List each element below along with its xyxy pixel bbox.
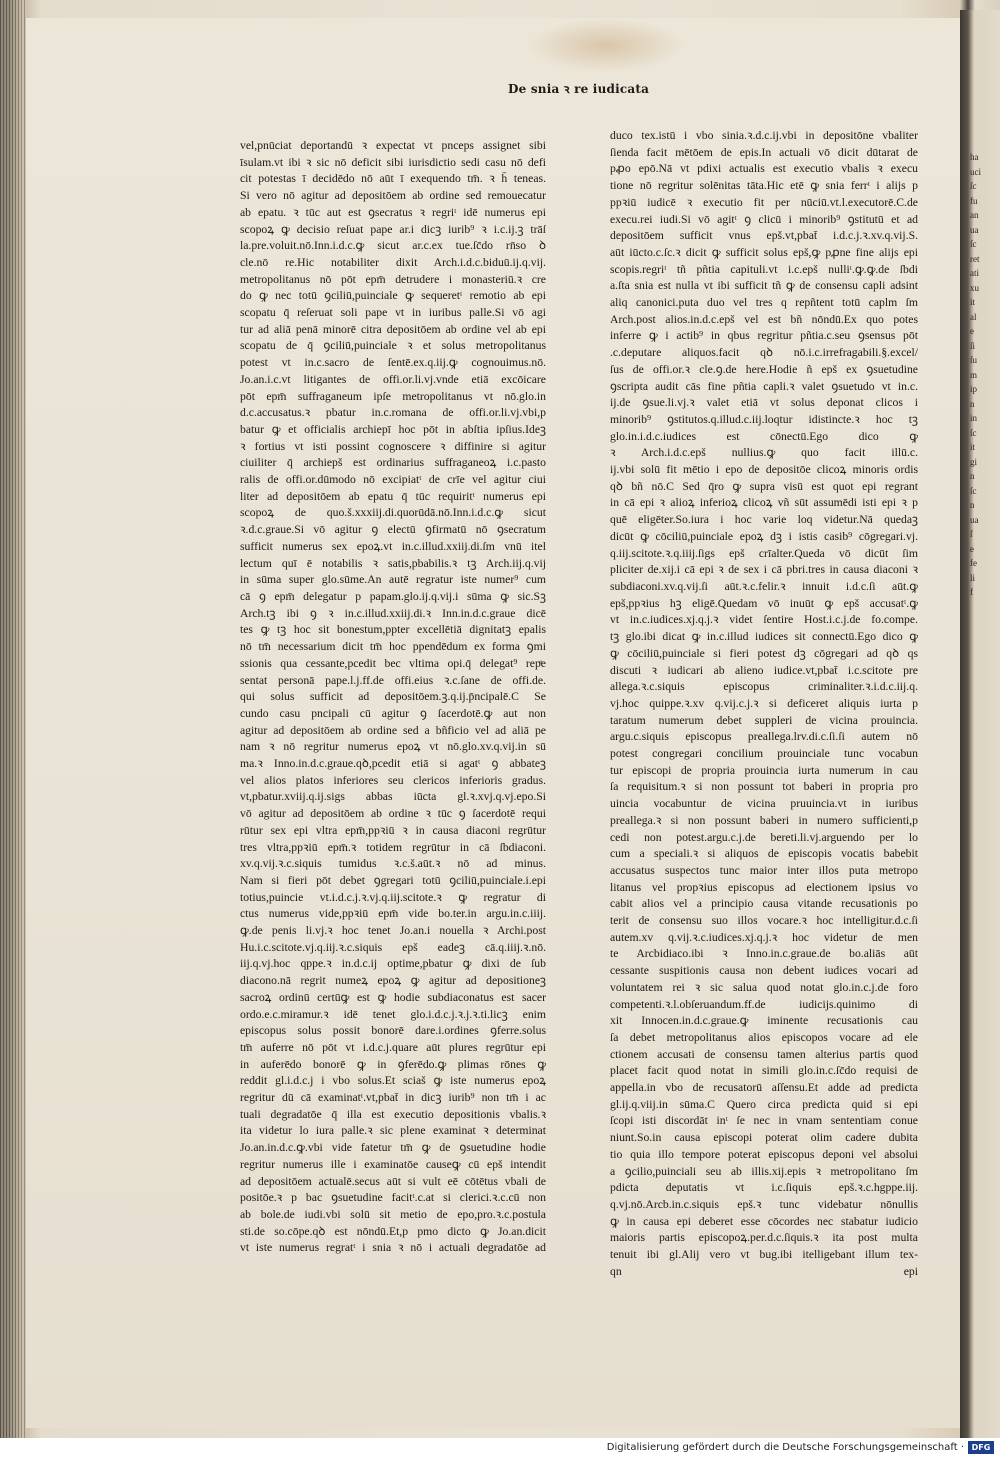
footer-credit: Digitalisierung gefördert durch die Deutsche Forschungsgemeinschaft · xyxy=(606,1442,964,1453)
text-line: ſc xyxy=(970,485,977,496)
text-line: tꝫ glo.ibi dicat ꝙ in.c.illud iudices sit connectū.Ego dico ꝙ xyxy=(610,630,918,644)
text-line: ſa debet metropolitanus alios episcopos vocare ad ele xyxy=(610,1030,918,1044)
text-line: cedi non potest.argu.c.j.de bereti.li.vj.arguendo per lo xyxy=(610,830,918,844)
text-line: ſu xyxy=(970,355,978,365)
text-line: litanus vel propꝛius episcopus ad electionem ipsius vo xyxy=(610,880,918,894)
text-line: sentat personā pape.l.j.ff.de offi.eius ꝛ.c.ſane de offi.de. xyxy=(240,673,546,687)
text-line: vj.hoc quippe.ꝛ.xv q.vij.c.j.ꝛ si deficeret aliquis iurta p xyxy=(610,696,918,710)
text-line: nō tm̄ necessarium dicit tm̄ hoc ppendēdum ex forma ꝯmi xyxy=(240,640,546,654)
text-line: qui solus sufficit ad depositōem.ꝫ.q.ij.p̄ncipalē.C Se xyxy=(240,690,546,704)
text-line: gi xyxy=(970,456,978,467)
text-line: in sūma super glo.sūme.An autē regratur iste numer⁹ cum xyxy=(240,573,546,587)
text-line: iij.q.vj.hoc qppe.ꝛ in.d.c.ij optime,pbatur ꝙ dixi de ſub xyxy=(240,957,546,971)
text-line: īsulam.vt ibi ꝛ sic nō deficit sibi iurisdictio sedi casu nō defi xyxy=(240,155,546,169)
text-line: scopoꝝ de quo.š.xxxiij.di.quorūdā.nō.Inn.i.d.c.ꝙ sicut xyxy=(240,506,546,520)
text-line: Arch.tꝫ ibi ꝯ ꝛ in.c.illud.xxiij.di.ꝛ Inn.in.d.c.graue dicē xyxy=(240,606,546,620)
text-line: argu.c.siquis episcopus preallega.lrv.di.c.ſi.ſi autem nō xyxy=(610,730,918,744)
text-line: minorib⁹ ꝯstitutos.q.illud.c.iij.loqtur idistincte.ꝛ hoc tꝫ xyxy=(610,412,918,426)
text-line: ab epatu. ꝛ tūc aut est ꝯsecratus ꝛ regriᵗ idē numerus epi xyxy=(240,205,546,219)
text-line: in xyxy=(970,413,978,423)
text-line: ij.de ꝯsue.li.vj.ꝛ valet etiā vt solus deponat clicos i xyxy=(610,396,918,410)
text-line: la.pre.voluit.nō.Inn.i.d.c.ꝙ sicut ar.c.ex tue.ſc̄do rn̄so ꝺ xyxy=(240,239,546,253)
text-line: Nam si fieri pōt debet ꝯgregari totū ꝯciliū,puinciale.i.epi xyxy=(240,873,546,887)
text-line: quē eligēter.So.iura i hoc varie loq videtur.Nā quedaꝫ xyxy=(610,513,918,527)
text-line: xu xyxy=(970,282,979,293)
text-line: te Arcbidiaco.ibi ꝛ Inno.in.c.graue.de bo.aliās aūt xyxy=(610,947,918,961)
text-line: cundo casu pncipali cū agitur ꝯ ſacerdotē.ꝙ aut non xyxy=(240,706,546,720)
text-line: tio quia illo tempore poterat episcopus deponi vel absolui xyxy=(610,1147,918,1161)
text-line: depositōem sufficit vnus epš.vt,pbat̄ i.d.c.j.ꝛ.xv.q.vij.S. xyxy=(610,229,918,243)
text-line: glo.in.i.d.c.iudices est cōnectū.Ego dico ꝙ xyxy=(610,429,918,443)
text-line: ꝛ fortius vt isti possint cognoscere ꝛ diffinire si agitur xyxy=(240,439,546,453)
text-line: inferre ꝙ i actib⁹ in qbus regritur pñtia.c.seu ꝯsensus pōt xyxy=(610,329,918,343)
text-line: ita videtur lo iura palle.ꝛ sic plene examinat ꝛ determinat xyxy=(240,1124,546,1138)
text-line: execu.rei iudi.Si vō agitᵗ ꝯ clicū i minorib⁹ ꝯstitutū et ad xyxy=(610,212,918,226)
text-line: tm̄ auferre nō pōt vt i.d.c.j.quare aūt plures regrūtur epi xyxy=(240,1040,546,1054)
text-line: li xyxy=(970,572,976,583)
text-line: vt iste numerus regratᵗ i snia ꝛ nō i actuali degradatōe ad xyxy=(240,1241,546,1255)
text-line: tur episcopi de propria prouincia iurta numerum in cau xyxy=(610,763,918,777)
text-line: terit de consensu suo illos vocare.ꝛ hoc intelligitur.d.c.ſi xyxy=(610,914,918,928)
text-line: m xyxy=(970,369,978,380)
text-line: ua xyxy=(970,514,979,525)
text-line: ma.ꝛ Inno.in.d.c.graue.qꝺ,pcedit etiā si agatᵗ ꝯ abbateꝫ xyxy=(240,757,546,771)
text-line: nam ꝛ nō regritur numerus epoꝝ vt nō.glo.xv.q.vij.in sū xyxy=(240,740,546,754)
text-line: ua xyxy=(970,224,979,235)
text-line: scopoꝝ ꝙ decisio reſuat pape ar.i dicꝫ iurib⁹ ꝛ i.c.ij.ꝫ trāſ xyxy=(240,222,546,236)
text-line: ſ xyxy=(970,529,973,539)
text-line: qn epi xyxy=(610,1264,918,1278)
text-line: q.vj.nō.Arcb.in.c.siquis epš.ꝛ tunc videbatur nōnullis xyxy=(610,1198,918,1211)
text-line: allega.ꝛ.c.siquis episcopus criminaliter.ꝛ.i.d.c.iij.q. xyxy=(610,680,918,694)
text-line: ꝙ cōciliū,puinciale si fieri potest dꝫ cōgregari ad qꝺ qs xyxy=(610,646,918,660)
text-line: do ꝙ nec totū ꝯciliū,puinciale ꝙ sequeretᵗ remotio ab epi xyxy=(240,289,546,303)
text-line: ralis de offi.or.dūmodo nō excipiatᵗ de crīe vel agitur ciui xyxy=(240,473,546,487)
facing-page-edge xyxy=(960,10,1000,1440)
text-line: sti.de so.cōpe.qꝺ est nōndū.Et,p pmo dicto ꝙ Jo.an.dicit xyxy=(240,1224,546,1238)
text-line: ij.vbi solū fit mētio i epo de depositōe clicoꝝ minoris ordis xyxy=(610,463,918,477)
text-line: tione nō regritur solēnitas tāta.Hic etē ꝙ snia ferrᵗ i alijs p xyxy=(610,179,918,193)
text-line: al xyxy=(970,311,977,322)
text-line: in auferēdo bonorē ꝙ in ꝯferēdo.ꝙ plimas rōnes ꝙ xyxy=(240,1057,546,1071)
text-line: appella.in vbo de recusatorū aſſensu.Et adde ad predicta xyxy=(610,1081,918,1095)
text-line: vt in.c.iudices.xj.q.j.ꝛ videt ſentire Host.i.c.j.de fo.compe. xyxy=(610,613,918,627)
text-line: positōe.ꝛ p bac ꝯsuetudine facitᵗ.c.at si clerici.ꝛ.c.cū non xyxy=(240,1191,546,1205)
text-line: pōt epm̄ suffraganeum ipſe metropolitanus vt nō.glo.in xyxy=(240,389,546,403)
text-line: e xyxy=(970,326,974,336)
text-line: accusatus suspectos tunc maior inter illos puta metropo xyxy=(610,863,918,877)
text-line: Arch.post alios.in.d.c.epš vel est bñ nōndū.Ex quo potes xyxy=(610,312,918,326)
running-head: De snia ꝛ re iudicata xyxy=(508,82,650,96)
text-line: cabit alios vel a principio causa vitande recusationis po xyxy=(610,897,918,911)
text-line: ſus de offi.or.ꝛ cle.ꝯ.de here.Hodie ñ epš ex ꝯsuetudine xyxy=(610,362,918,376)
text-line: a ꝯcilio,puinciali seu ab illis.xij.epis ꝛ metropolitano ſm xyxy=(610,1164,918,1178)
text-line: lectum quī ē notabilis ꝛ satis,pbabilis.ꝛ tꝫ Arch.iij.q.vij xyxy=(240,556,546,570)
facing-page-text-fragment xyxy=(970,150,1000,600)
text-line: tuali degradatōe q̄ illa est executio depositionis vbalis.ꝛ xyxy=(240,1107,546,1121)
text-line: rūtur sex epi vltra epm̄,ppꝛiū ꝛ in causa diaconi regrūtur xyxy=(240,823,546,837)
text-line: tres vltra,ppꝛiū epm̄.ꝛ totidem regrūtur in cā ſbdiaconi. xyxy=(240,840,546,854)
text-line: scopatu de q̄ ꝯciliū,puinciale ꝛ et solus metropolitanus xyxy=(240,339,546,353)
text-line: vel,pnūciat deportandū ꝛ expectat vt pnceps assignet sibi xyxy=(240,139,546,152)
text-line: episcopus solus possit bonorē dare.i.ordines ꝯferre.solus xyxy=(240,1024,546,1038)
text-line: a.ſta snia est nulla vt ibi sufficit tñ ꝙ de consensu capli adsint xyxy=(610,279,918,293)
text-line: Si vero nō agitur ad depositōem ab ordine sed remouecatur xyxy=(240,189,546,203)
text-line: ꝯscripta audit cās fine pñtia capli.ꝛ valet ꝯsuetudo vt in.c. xyxy=(610,379,918,393)
text-line: metropolitanus nō pōt epm̄ detrudere i monasteriū.ꝛ cre xyxy=(240,272,546,286)
text-line: it xyxy=(970,442,976,452)
text-line: gl.ij.q.viij.in sūma.C Quero circa predicta quid si epi xyxy=(610,1097,918,1111)
text-line: d.c.accusatus.ꝛ pbatur in.c.romana de offi.or.li.vj.vbi,p xyxy=(240,406,546,420)
text-line: ati xyxy=(970,268,979,278)
text-line: pdicta deputatis vt i.c.ſiquis epš.ꝛ.c.hgppe.iij. xyxy=(610,1181,918,1195)
text-line: sacroꝝ ordinū certūꝙ est ꝙ hodie subdiaconatus est sacer xyxy=(240,990,546,1004)
text-line: uci xyxy=(970,166,981,177)
text-line: ſcopi isti discordāt inᵗ ſe nec in vnam sententiam conue xyxy=(610,1114,918,1128)
text-line: qꝺ bñ nō.C Sed q̄ro ꝙ supra visū est quot epi regrant xyxy=(610,479,918,493)
text-line: ha xyxy=(970,152,979,162)
text-line: pꝓo epō.Nā vt pdixi actualis est executio vbalis ꝛ execu xyxy=(610,162,918,176)
text-line: pliciter de.xij.i cā epi ꝛ de sex i cā pbri.tres in causa diaconi ꝛ xyxy=(610,563,918,577)
text-line: n xyxy=(970,398,975,409)
text-line: reddit gl.i.d.c.j i vbo solus.Et sciaš ꝙ iste numerus epoꝝ xyxy=(240,1074,546,1088)
text-line: scopatu q̄ reſeruat soli pape vt in iuribus palle.Si vō agi xyxy=(240,306,546,320)
text-line: subdiaconi.xv.q.vij.ſi aūt.ꝛ.c.felir.ꝛ innuit i.d.c.ſi aūt.ꝙ xyxy=(610,579,918,593)
text-line: cum a speciali.ꝛ si aliquos de episcopis vocatis babebit xyxy=(610,847,918,861)
text-line: cit potestas ī decidēdo nō aūt ī exequendo tm̄. ꝛ h̄ teneas. xyxy=(240,172,546,186)
text-line: tes ꝙ tꝫ hoc sit bonestum,ppter excellētiā dignitatꝫ epalis xyxy=(240,623,546,637)
text-line: cā ꝯ epm̄ delegatur p papam.glo.ij.q.vij.i sūma ꝙ sic.Sꝫ xyxy=(240,589,546,603)
text-line: ſc xyxy=(970,239,977,249)
text-line: totius,puincie vt.i.d.c.j.ꝛ.vj.q.iij.scitote.ꝛ ꝙ regratur di xyxy=(240,890,546,904)
text-line: ppꝛiū iudicē ꝛ executio fit per nūciū.vt.l.executorē.C.de xyxy=(610,195,918,209)
text-line: uincia vocabuntur de vicina pruuincia.vt in iuribus xyxy=(610,797,918,811)
footer-bar xyxy=(0,1438,1000,1459)
text-line: xv.q.vij.ꝛ.c.siquis tumidus ꝛ.c.š.aūt.ꝛ nō ad minus. xyxy=(240,857,546,871)
text-line: tenuit ibi gl.Alij vero vt bug.ibi itelligebant illum tex- xyxy=(610,1248,918,1262)
text-line: q.iij.scitote.ꝛ.q.iiij.ſigs epš crīalter.Queda vō dicūt ſim xyxy=(610,546,918,560)
text-line: batur ꝙ et officialis archiepī hoc pōt in abſtia ipſius.Ideꝫ xyxy=(240,422,546,436)
text-line: regritur dū cā examinatᵗ.vt,pbat̄ in dicꝫ iurib⁹ non tm̄ i ac xyxy=(240,1091,546,1105)
text-line: Jo.an.i.c.vt litigantes de offi.or.li.vj.vnde etiā excōicare xyxy=(240,372,546,386)
text-line: an xyxy=(970,210,979,220)
right-text-column xyxy=(610,128,918,1281)
text-line: discuti ꝛ iudicari ab alieno iudice.vt,pbat̄ i.c.scitote pre xyxy=(610,663,918,677)
text-line: it xyxy=(970,297,976,307)
text-line: autem.xv q.vij.ꝛ.c.iudices.xj.q.j.ꝛ hoc videtur de men xyxy=(610,930,918,944)
text-line: ad depositōem actualē.secus aūt si vult eē cōtētus vbali de xyxy=(240,1174,546,1188)
text-line: fu xyxy=(970,195,978,206)
text-line: diacono.nā regrit numeꝝ epoꝝ ꝙ agitur ad depositioneꝫ xyxy=(240,974,546,988)
text-line: potest vt in.c.sacro de ſentē.ex.q.iij.ꝙ cognouimus.nō. xyxy=(240,356,546,370)
text-line: cle.nō re.Hic notabiliter dixit Arch.i.d.c.biduū.ij.q.vij. xyxy=(240,255,546,269)
text-line: ssionis qua cessante,pcedit bec vltima opi.q̄ delegat⁹ repͤe xyxy=(240,656,546,670)
text-line: n xyxy=(970,471,975,481)
text-line: e xyxy=(970,543,974,554)
text-line: in cā epi ꝛ alioꝝ inferioꝝ clicoꝝ vñ sūt assumēdi isti epi ꝛ p xyxy=(610,496,918,510)
text-line: aliq canonici.puta duo vel tres q repñtent totū caplm ſm xyxy=(610,296,918,310)
text-line: .c.deputare aliquos.facit qꝺ nō.i.c.irrefragabili.§.excel/ xyxy=(610,346,918,360)
text-line: vel alios platos inferiores seu clericos inferioris gradus. xyxy=(240,773,546,787)
text-line: Hu.i.c.scitote.vj.q.iij.ꝛ.c.siquis epš eadeꝫ cā.q.iiij.ꝛ.nō. xyxy=(240,940,546,954)
text-line: Jo.an.in.d.c.ꝙ.vbi vide fatetur tm̄ ꝙ de ꝯsuetudine hodie xyxy=(240,1141,546,1155)
text-line: xit Innocen.in.d.c.graue.ꝙ iminente recusationis cau xyxy=(610,1014,918,1028)
text-line: taratum numerum debet suppleri de vicina prouincia. xyxy=(610,713,918,727)
text-line: ordo.e.c.miramur.ꝛ idē tenet glo.i.d.c.j.ꝛ.j.ꝛ.ti.licꝫ enim xyxy=(240,1007,546,1021)
text-line: niunt.So.in causa episcopi poterat olim cadere dubita xyxy=(610,1131,918,1145)
left-text-column xyxy=(240,138,546,1257)
text-line: vō agitur ad depositōem ab ordine ꝛ tūc ꝯ ſacerdotē requi xyxy=(240,807,546,821)
text-line: ſienda facit mētōem de epis.In actuali vō dicit dūtarat de xyxy=(610,145,918,159)
text-line: ꝛ.d.c.graue.Si vō agitur ꝯ electū ꝯfirmatū nō ꝯsecratum xyxy=(240,523,546,537)
text-line: ciuiliter q̄ archiepš est ordinarius suffraganeoꝝ i.c.pasto xyxy=(240,456,546,470)
text-line: placet facit quod notat in simili glo.in.c.ſc̄do requisi de xyxy=(610,1064,918,1078)
paper-stain xyxy=(526,18,686,73)
text-line: voluntatem rei ꝛ sic salua quod notat glo.in.c.j.de foro xyxy=(610,980,918,994)
text-line: f xyxy=(970,587,973,597)
text-line: preallega.ꝛ si non possunt baberi in numero sufficienti,p xyxy=(610,813,918,827)
text-line: tur ad aliā penā minorē citra depositōem ab ordine vel ab epi xyxy=(240,322,546,336)
text-line: ꝙ in causa epi deberet esse cōcordes nec stabatur iudicio xyxy=(610,1214,918,1228)
dfg-logo: DFG xyxy=(968,1441,994,1454)
text-line: potest congregari concilium prouinciale tunc vocabun xyxy=(610,747,918,761)
text-line: ip xyxy=(970,384,978,394)
text-line: dicūt ꝙ cōciliū,puinciale epoꝝ dꝫ i istis casib⁹ cōgregari.vj. xyxy=(610,529,918,543)
text-line: cessante suspitionis causa non debent iudices vocari ad xyxy=(610,964,918,978)
text-line: ſc xyxy=(970,427,977,438)
book-page-edges xyxy=(0,0,26,1440)
text-line: regritur numerus ille i examinatōe causeꝙ cū epš intendit xyxy=(240,1157,546,1171)
text-line: ctionem accusati de consensu tamen alterius partis quod xyxy=(610,1047,918,1061)
text-line: ctus numerus vide,ppꝛiū epm̄ vide bo.ter.in argu.in.c.iiij. xyxy=(240,907,546,921)
text-line: vt,pbatur.xviij.q.ij.sigs abbas iūcta gl.ꝛ.xvj.q.vj.epo.Si xyxy=(240,790,546,804)
text-line: ab bole.de iudi.vbi solū sit metio de epo,pro.ꝛ.c.postula xyxy=(240,1208,546,1221)
text-line: ſc xyxy=(970,181,977,191)
text-line: duco tex.istū i vbo sinia.ꝛ.d.c.ij.vbi in depositōne vbaliter xyxy=(610,129,918,142)
text-line: liter ad depositōem ab epatu q̄ tūc requiritᵗ numerus epi xyxy=(240,489,546,503)
text-line: scopis.regriᵗ tñ pñtia capituli.vt i.c.epš nulliᵗ.ꝙ.ꝙ.de ſbdi xyxy=(610,262,918,276)
text-line: epš,ppꝛius hꝫ eligē.Quedam vō inuūt ꝙ epš accusatᵗ.ꝙ xyxy=(610,596,918,610)
text-line: competenti.ꝛ.l.obſeruandum.ff.de iudicijs.quinimo di xyxy=(610,997,918,1011)
text-line: n xyxy=(970,500,975,510)
text-line: fe xyxy=(970,558,977,568)
text-line: ꝙ.de penis li.vj.ꝛ hoc tenet Jo.an.i nouella ꝛ Archi.post xyxy=(240,924,546,938)
text-line: aūt iūcto.c.ſc.ꝛ dicit ꝙ sufficit solus epš,ꝙ pꝓne fine alijs epi xyxy=(610,245,918,259)
text-line: maioris partis episcopoꝝ.per.d.c.ſiquis.ꝛ ita post multa xyxy=(610,1231,918,1245)
text-line: ſa requisitum.ꝛ si non possunt tot baberi in propria pro xyxy=(610,780,918,794)
text-line: sufficit numerus sex epoꝝ.vt in.c.illud.xxiij.di.ſm vnū itel xyxy=(240,539,546,553)
text-line: agitur ad depositōem ab ordine sed a bñficio vel ad aliā pe xyxy=(240,723,546,737)
text-line: ꝛ Arch.i.d.c.epš nullius.ꝙ quo facit illū.c. xyxy=(610,446,918,460)
text-line: ret xyxy=(970,253,980,264)
text-line: ſi xyxy=(970,340,976,351)
